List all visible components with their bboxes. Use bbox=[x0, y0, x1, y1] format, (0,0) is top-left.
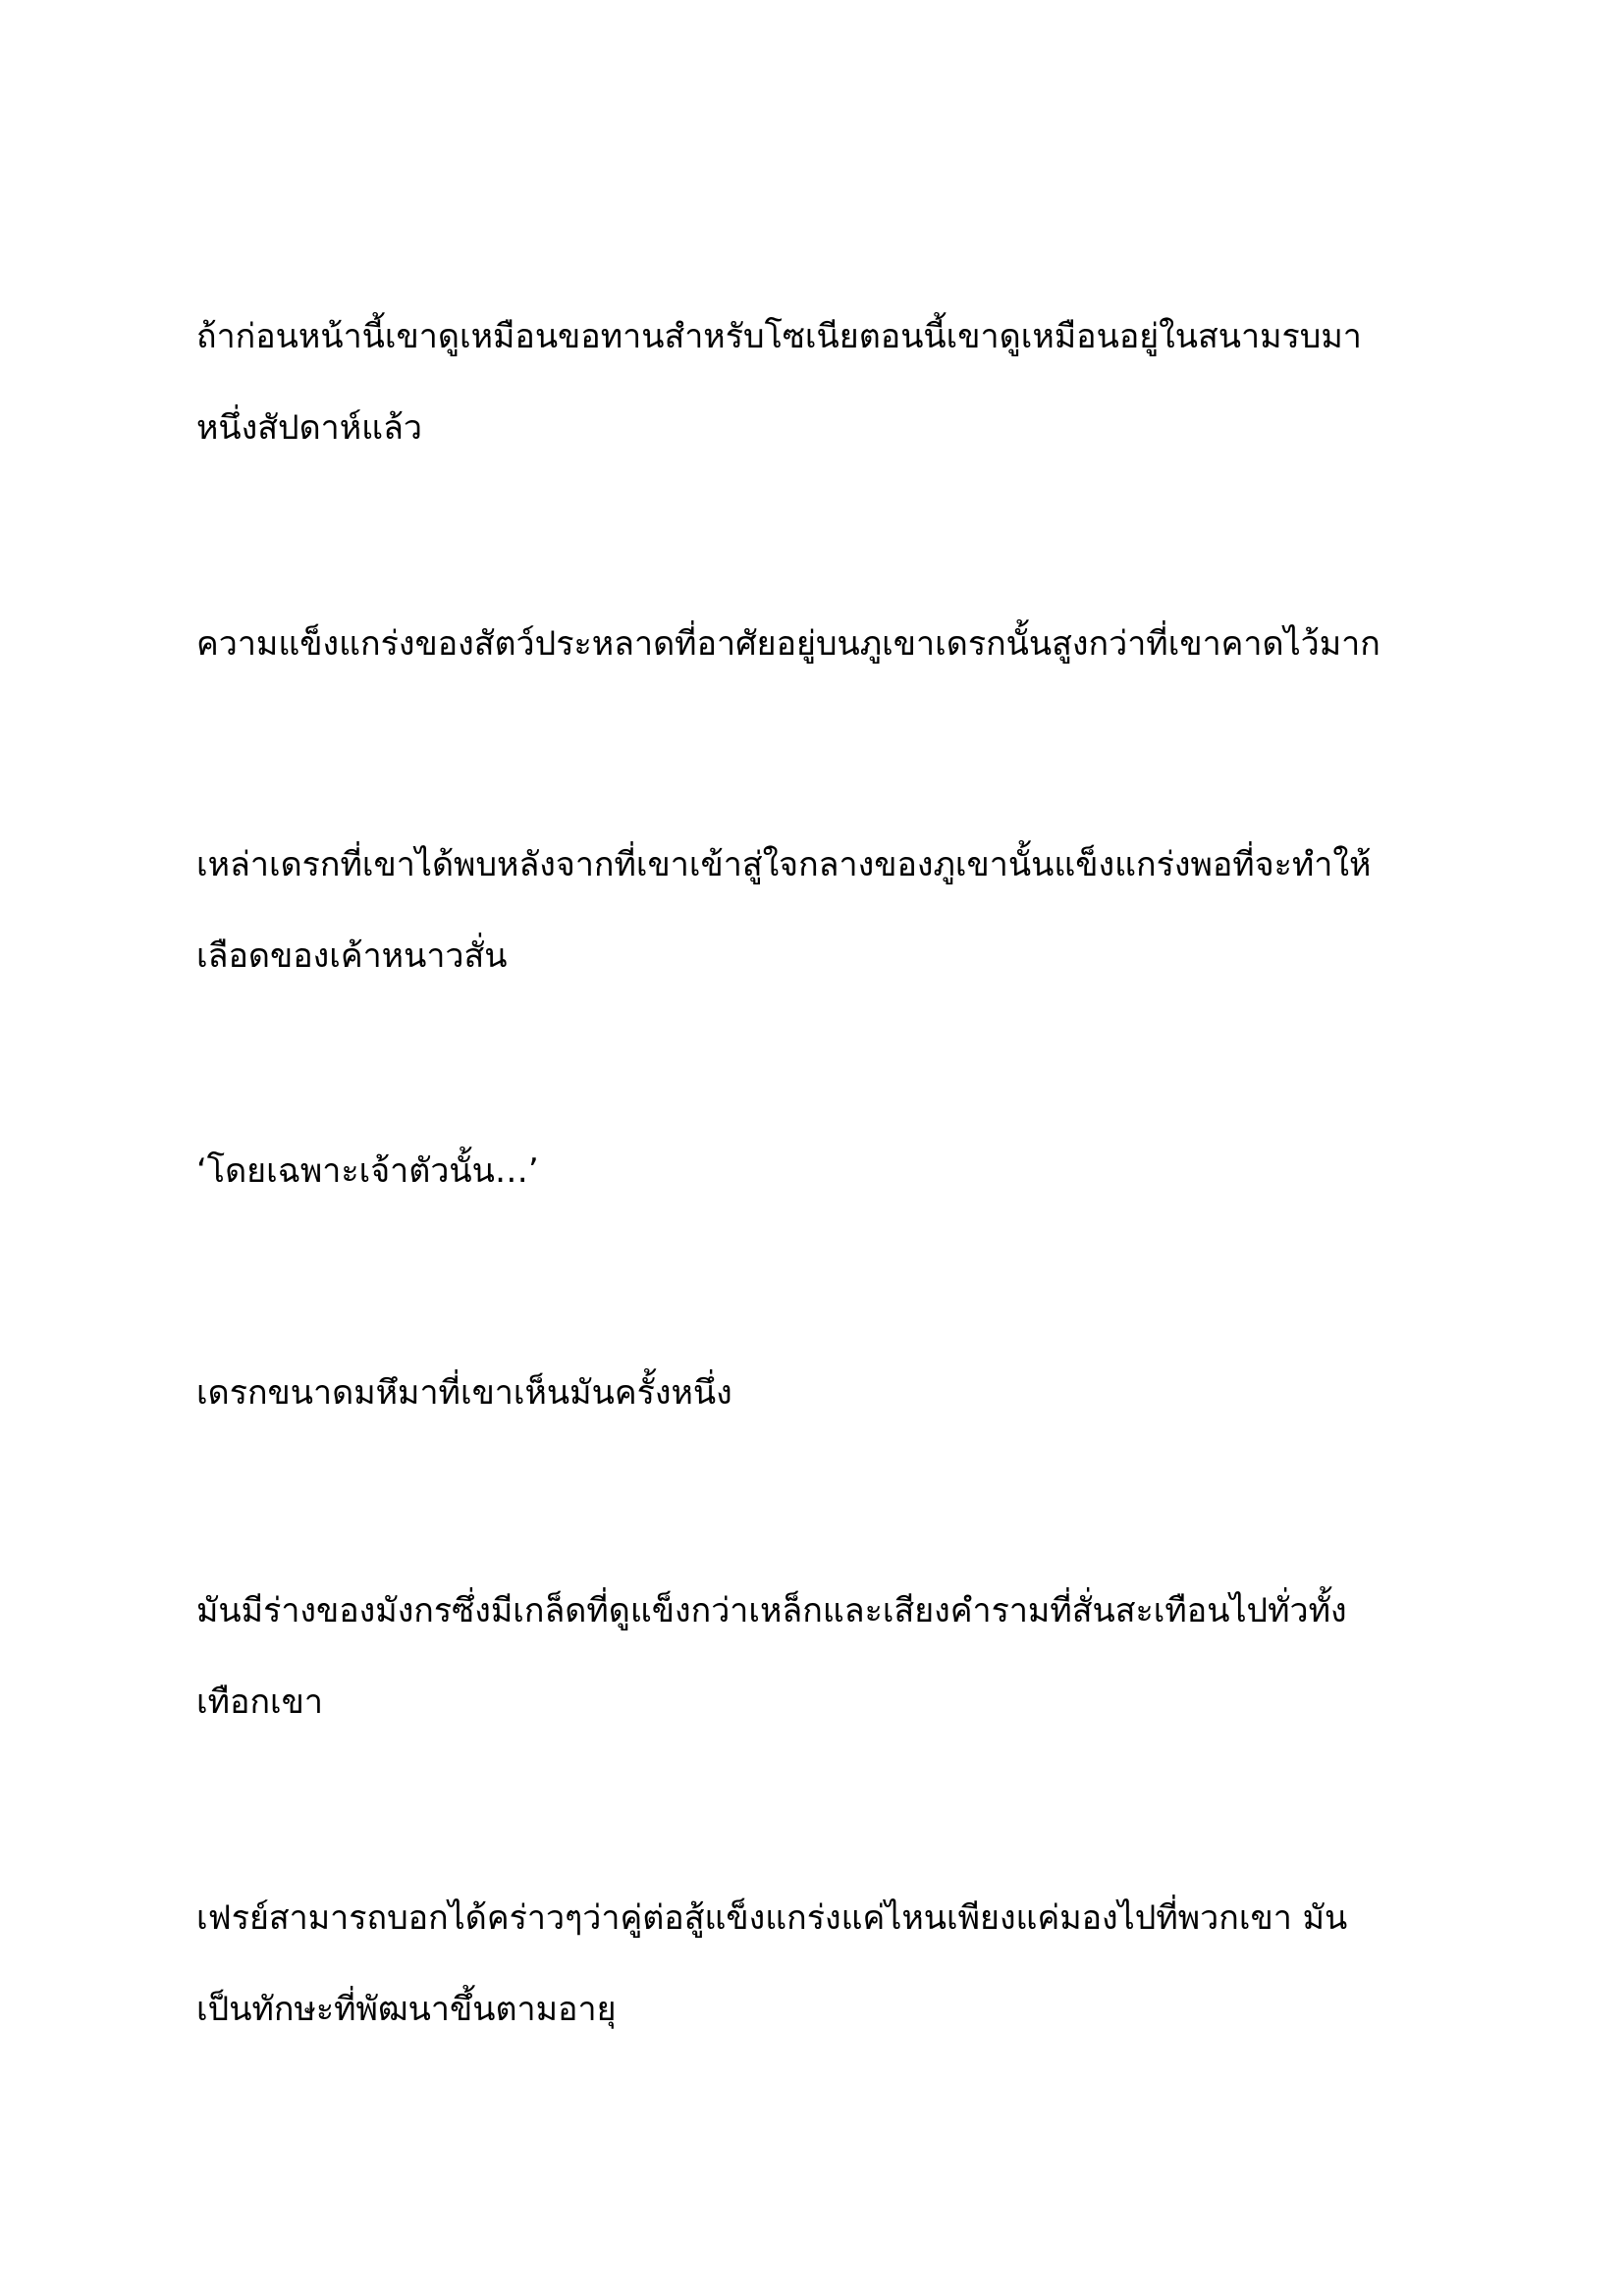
paragraph-line: เป็นทักษะที่พัฒนาขึ้นตามอายุ bbox=[196, 1990, 617, 2029]
paragraph-4 bbox=[196, 1126, 1463, 1217]
paragraph-line: ถ้าก่อนหน้านี้เขาดูเหมือนขอทานสำหรับโซเนียตอนนี้เขาดูเหมือนอยู่ในสนามรบมา bbox=[196, 317, 1362, 356]
paragraph-1 bbox=[196, 292, 1463, 474]
paragraph-line: เทือกเขา bbox=[196, 1682, 323, 1722]
paragraph-line: เหล่าเดรกที่เขาได้พบหลังจากที่เขาเข้าสู่ใจกลางของภูเขานั้นแข็งแกร่งพอที่จะทำให้ bbox=[196, 845, 1372, 884]
paragraph-7 bbox=[196, 1873, 1463, 2056]
paragraph-5 bbox=[196, 1348, 1463, 1439]
paragraph-line: ‘โดยเฉพาะเจ้าตัวนั้น…’ bbox=[196, 1151, 539, 1191]
paragraph-line: มันมีร่างของมังกรซึ่งมีเกล็ดที่ดูแข็งกว่าเหล็กและเสียงคำรามที่สั่นสะเทือนไปทั่วทั้ง bbox=[196, 1591, 1347, 1630]
paragraph-line: หนึ่งสัปดาห์แล้ว bbox=[196, 408, 423, 448]
paragraph-line: ความแข็งแกร่งของสัตว์ประหลาดที่อาศัยอยู่บนภูเขาเดรกนั้นสูงกว่าที่เขาคาดไว้มาก bbox=[196, 624, 1380, 664]
paragraph-2 bbox=[196, 599, 1463, 690]
paragraph-line: เดรกขนาดมหึมาที่เขาเห็นมันครั้งหนึ่ง bbox=[196, 1373, 732, 1413]
paragraph-3 bbox=[196, 820, 1463, 1002]
paragraph-6 bbox=[196, 1566, 1463, 1748]
paragraph-line: เฟรย์สามารถบอกได้คร่าวๆว่าคู่ต่อสู้แข็งแกร่งแค่ไหนเพียงแค่มองไปที่พวกเขา มัน bbox=[196, 1898, 1348, 1938]
paragraph-line: เลือดของเค้าหนาวสั่น bbox=[196, 936, 508, 976]
